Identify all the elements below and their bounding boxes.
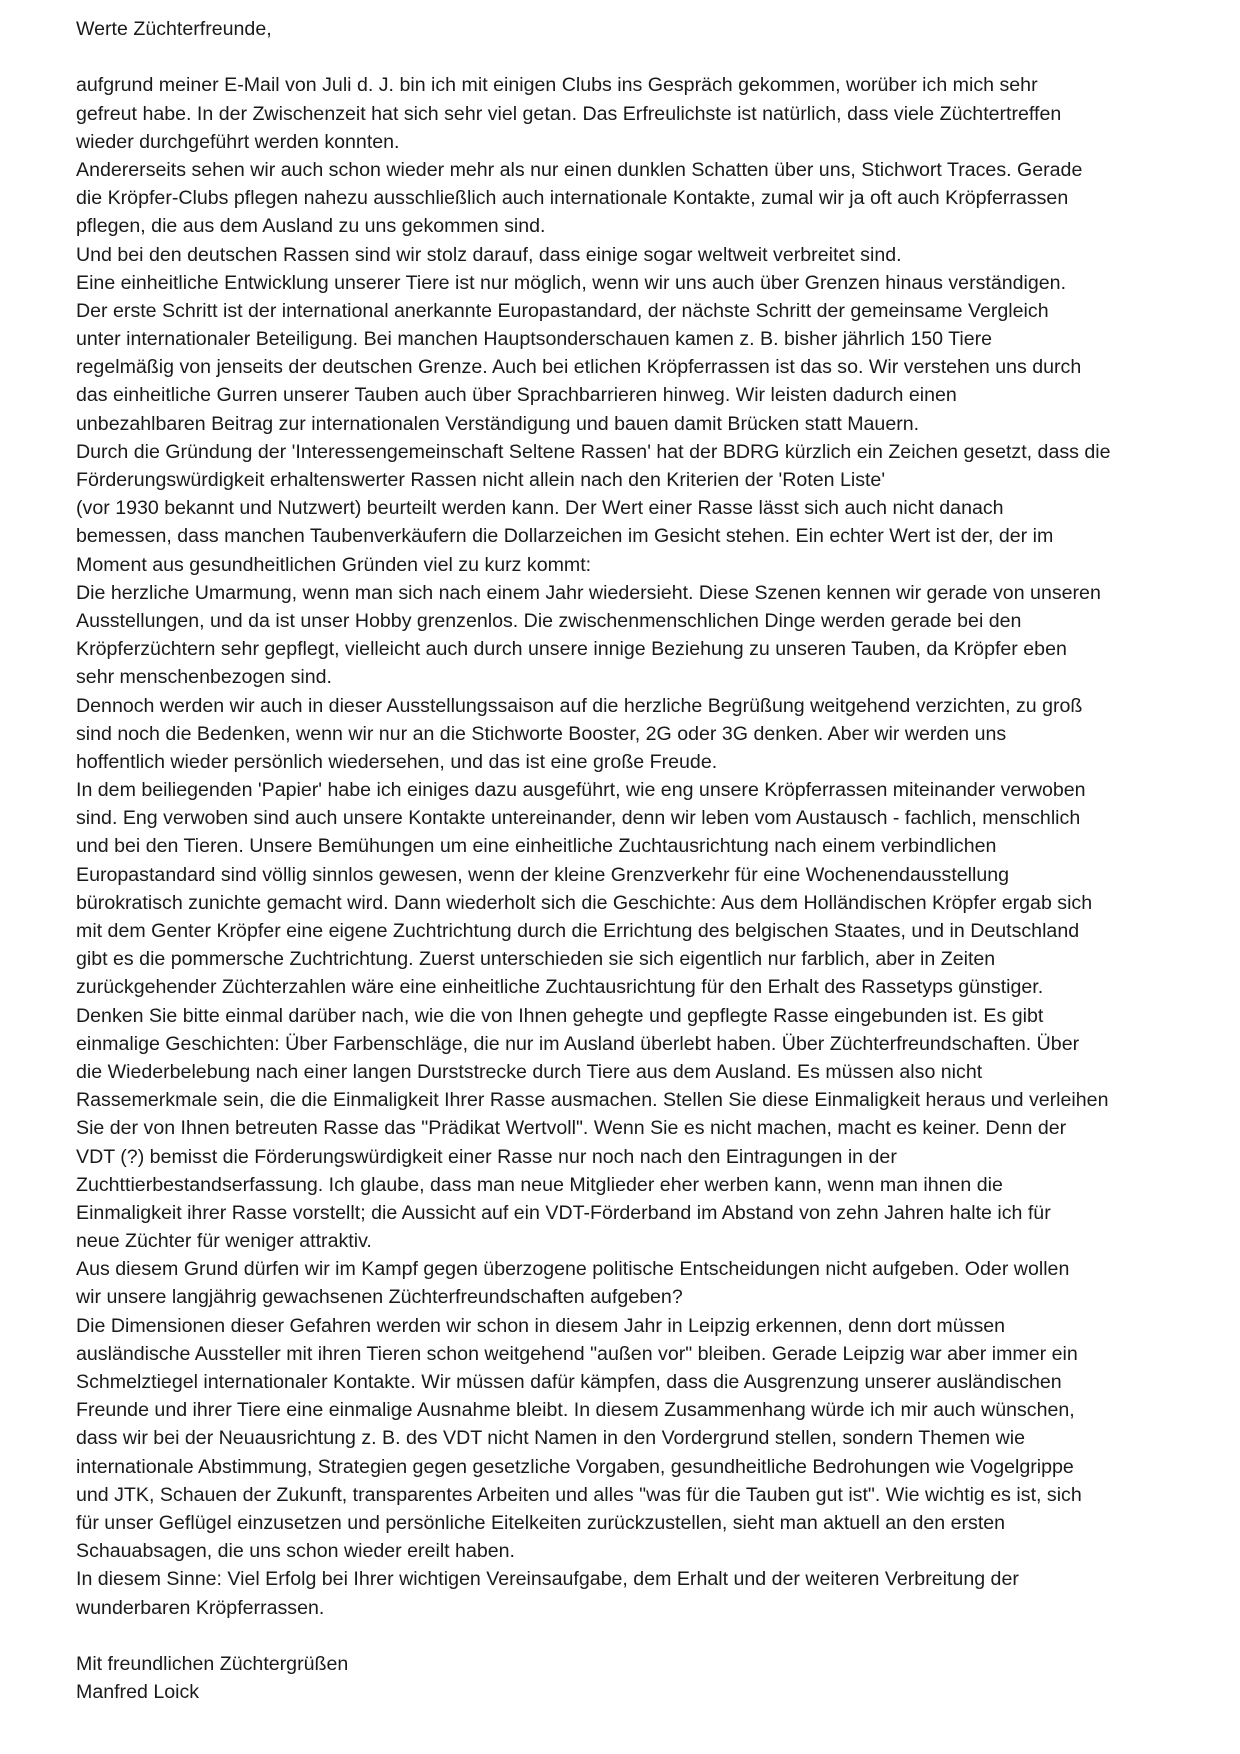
signature: Manfred Loick [76,1681,200,1704]
body-line: das einheitliche Gurren unserer Tauben auch über Sprachbarrieren hinweg. Wir leisten dadurch einen [76,384,957,407]
body-line: VDT (?) bemisst die Förderungswürdigkeit einer Rasse nur noch nach den Eintragungen in der [76,1145,897,1168]
closing: Mit freundlichen Züchtergrüßen [76,1652,349,1675]
body-line: sind noch die Bedenken, wenn wir nur an die Stichworte Booster, 2G oder 3G denken. Aber wir werden uns [76,722,1007,745]
letter-page [76,15,1186,1706]
body-line: pflegen, die aus dem Ausland zu uns gekommen sind. [76,215,546,238]
body-line: wunderbaren Kröpferrassen. [76,1596,325,1619]
body-line: unbezahlbaren Beitrag zur internationalen Verständigung und bauen damit Brücken statt Mauern. [76,412,920,435]
spacer [76,43,1186,71]
salutation: Werte Züchterfreunde, [76,18,272,40]
body-line: Einmaligkeit ihrer Rasse vorstellt; die Aussicht auf ein VDT-Förderband im Abstand von zehn Jahren halte ich für [76,1201,1051,1224]
body-line: (vor 1930 bekannt und Nutzwert) beurteilt werden kann. Der Wert einer Rasse lässt sich auch nicht danach [76,497,1004,520]
body-line: für unser Geflügel einzusetzen und persönliche Eitelkeiten zurückzustellen, sieht man aktuell an den ersten [76,1511,1006,1534]
spacer [76,1622,1186,1650]
body-line: und JTK, Schauen der Zukunft, transparentes Arbeiten und alles "was für die Tauben gut ist". Wie wichtig es ist, sich [76,1483,1082,1506]
body-line: Denken Sie bitte einmal darüber nach, wie die von Ihnen gehegte und gepflegte Rasse eingebunden ist. Es gibt [76,1004,1044,1027]
body-line: Der erste Schritt ist der international anerkannte Europastandard, der nächste Schritt der gemeinsame Vergleich [76,299,1049,322]
body-line: Kröpferzüchtern sehr gepflegt, vielleicht auch durch unsere innige Beziehung zu unseren Tauben, da Kröpfer eben [76,638,1067,661]
body-line: regelmäßig von jenseits der deutschen Grenze. Auch bei etlichen Kröpferrassen ist das so. Wir verstehen uns durch [76,356,1082,379]
body-line: In diesem Sinne: Viel Erfolg bei Ihrer wichtigen Vereinsaufgabe, dem Erhalt und der weiteren Verbreitung der [76,1568,1019,1591]
body-line: Förderungswürdigkeit erhaltenswerter Rassen nicht allein nach den Kriterien der 'Roten Liste' [76,469,886,491]
body-line: unter internationaler Beteiligung. Bei manchen Hauptsonderschauen kamen z. B. bisher jährlich 150 Tiere [76,328,993,351]
body-line: Aus diesem Grund dürfen wir im Kampf gegen überzogene politische Entscheidungen nicht aufgeben. Oder wollen [76,1258,1070,1281]
body-line: aufgrund meiner E-Mail von Juli d. J. bin ich mit einigen Clubs ins Gespräch gekommen, worüber ich mich sehr [76,74,1038,97]
body-line: Und bei den deutschen Rassen sind wir stolz darauf, dass einige sogar weltweit verbreitet sind. [76,243,902,266]
body-line: bemessen, dass manchen Taubenverkäufern die Dollarzeichen im Gesicht stehen. Ein echter Wert ist der, der im [76,525,1054,548]
body-line: neue Züchter für weniger attraktiv. [76,1230,372,1253]
body-line: Sie der von Ihnen betreuten Rasse das "Prädikat Wertvoll". Wenn Sie es nicht machen, macht es keiner. Denn der [76,1117,1067,1140]
body-line: Schauabsagen, die uns schon wieder ereilt haben. [76,1540,515,1563]
body-line: Rassemerkmale sein, die die Einmaligkeit Ihrer Rasse ausmachen. Stellen Sie diese Einmaligkeit heraus und verleihen [76,1089,1109,1112]
body-line: Europastandard sind völlig sinnlos gewesen, wenn der kleine Grenzverkehr für eine Wochenendausstellung [76,863,1010,886]
body-line: wieder durchgeführt werden konnten. [76,130,400,153]
body-line: sind. Eng verwoben sind auch unsere Kontakte untereinander, denn wir leben vom Austausch - fachlich, menschlich [76,807,1081,830]
body-line: mit dem Genter Kröpfer eine eigene Zuchtrichtung durch die Errichtung des belgischen Staates, und in Deutschland [76,920,1080,942]
body-line: Die herzliche Umarmung, wenn man sich nach einem Jahr wiedersieht. Diese Szenen kennen wir gerade von unseren [76,581,1101,604]
body-line: In dem beiliegenden 'Papier' habe ich einiges dazu ausgeführt, wie eng unsere Kröpferrassen miteinander verwoben [76,779,1086,802]
body-line: Ausstellungen, und da ist unser Hobby grenzenlos. Die zwischenmenschlichen Dinge werden gerade bei den [76,609,1022,632]
body-line: die Wiederbelebung nach einer langen Durststrecke durch Tiere aus dem Ausland. Es müssen also nicht [76,1060,983,1083]
body-line: Schmelztiegel internationaler Kontakte. Wir müssen dafür kämpfen, dass die Ausgrenzung unserer ausländischen [76,1371,1062,1393]
body-line: bürokratisch zunichte gemacht wird. Dann wiederholt sich die Geschichte: Aus dem Holländischen Kröpfer ergab sich [76,891,1093,914]
body-line: Andererseits sehen wir auch schon wieder mehr als nur einen dunklen Schatten über uns, Stichwort Traces. Gerade [76,158,1083,181]
body-line: gefreut habe. In der Zwischenzeit hat sich sehr viel getan. Das Erfreulichste ist natürlich, dass viele Züchtertreffen [76,102,1062,125]
body-line: zurückgehender Züchterzahlen wäre eine einheitliche Zuchtausrichtung für den Erhalt des Rassetyps günstiger. [76,976,1044,999]
body-line: einmalige Geschichten: Über Farbenschläge, die nur im Ausland überlebt haben. Über Züchterfreundschaften. Über [76,1032,1080,1055]
body-line: Die Dimensionen dieser Gefahren werden wir schon in diesem Jahr in Leipzig erkennen, denn dort müssen [76,1314,1006,1337]
body-line: hoffentlich wieder persönlich wiedersehen, und das ist eine große Freude. [76,750,718,773]
body-line: Eine einheitliche Entwicklung unserer Tiere ist nur möglich, wenn wir uns auch über Grenzen hinaus verständigen. [76,271,1067,294]
body-line: Zuchttierbestandserfassung. Ich glaube, dass man neue Mitglieder eher werben kann, wenn man ihnen die [76,1173,1003,1196]
letter-body [76,71,1186,1621]
body-line: die Kröpfer-Clubs pflegen nahezu ausschließlich auch internationale Kontakte, zumal wir ja oft auch Kröpferrassen [76,187,1069,210]
body-line: Freunde und ihrer Tiere eine einmalige Ausnahme bleibt. In diesem Zusammenhang würde ich mir auch wünschen, [76,1399,1075,1422]
body-line: Durch die Gründung der 'Interessengemeinschaft Seltene Rassen' hat der BDRG kürzlich ein Zeichen gesetzt, dass die [76,440,1111,463]
body-line: wir unsere langjährig gewachsenen Züchterfreundschaften aufgeben? [76,1286,683,1309]
body-line: dass wir bei der Neuausrichtung z. B. des VDT nicht Namen in den Vordergrund stellen, sondern Themen wie [76,1427,1025,1450]
body-line: ausländische Aussteller mit ihren Tieren schon weitgehend "außen vor" bleiben. Gerade Leipzig war aber immer ein [76,1342,1078,1365]
body-line: gibt es die pommersche Zuchtrichtung. Zuerst unterschieden sie sich eigentlich nur farblich, aber in Zeiten [76,948,996,971]
body-line: internationale Abstimmung, Strategien gegen gesetzliche Vorgaben, gesundheitliche Bedrohungen wie Vogelgrippe [76,1455,1074,1478]
body-line: Moment aus gesundheitlichen Gründen viel zu kurz kommt: [76,553,592,576]
body-line: sehr menschenbezogen sind. [76,666,332,689]
body-line: und bei den Tieren. Unsere Bemühungen um eine einheitliche Zuchtausrichtung nach einem verbindlichen [76,835,997,858]
body-line: Dennoch werden wir auch in dieser Ausstellungssaison auf die herzliche Begrüßung weitgehend verzichten, zu groß [76,694,1083,717]
